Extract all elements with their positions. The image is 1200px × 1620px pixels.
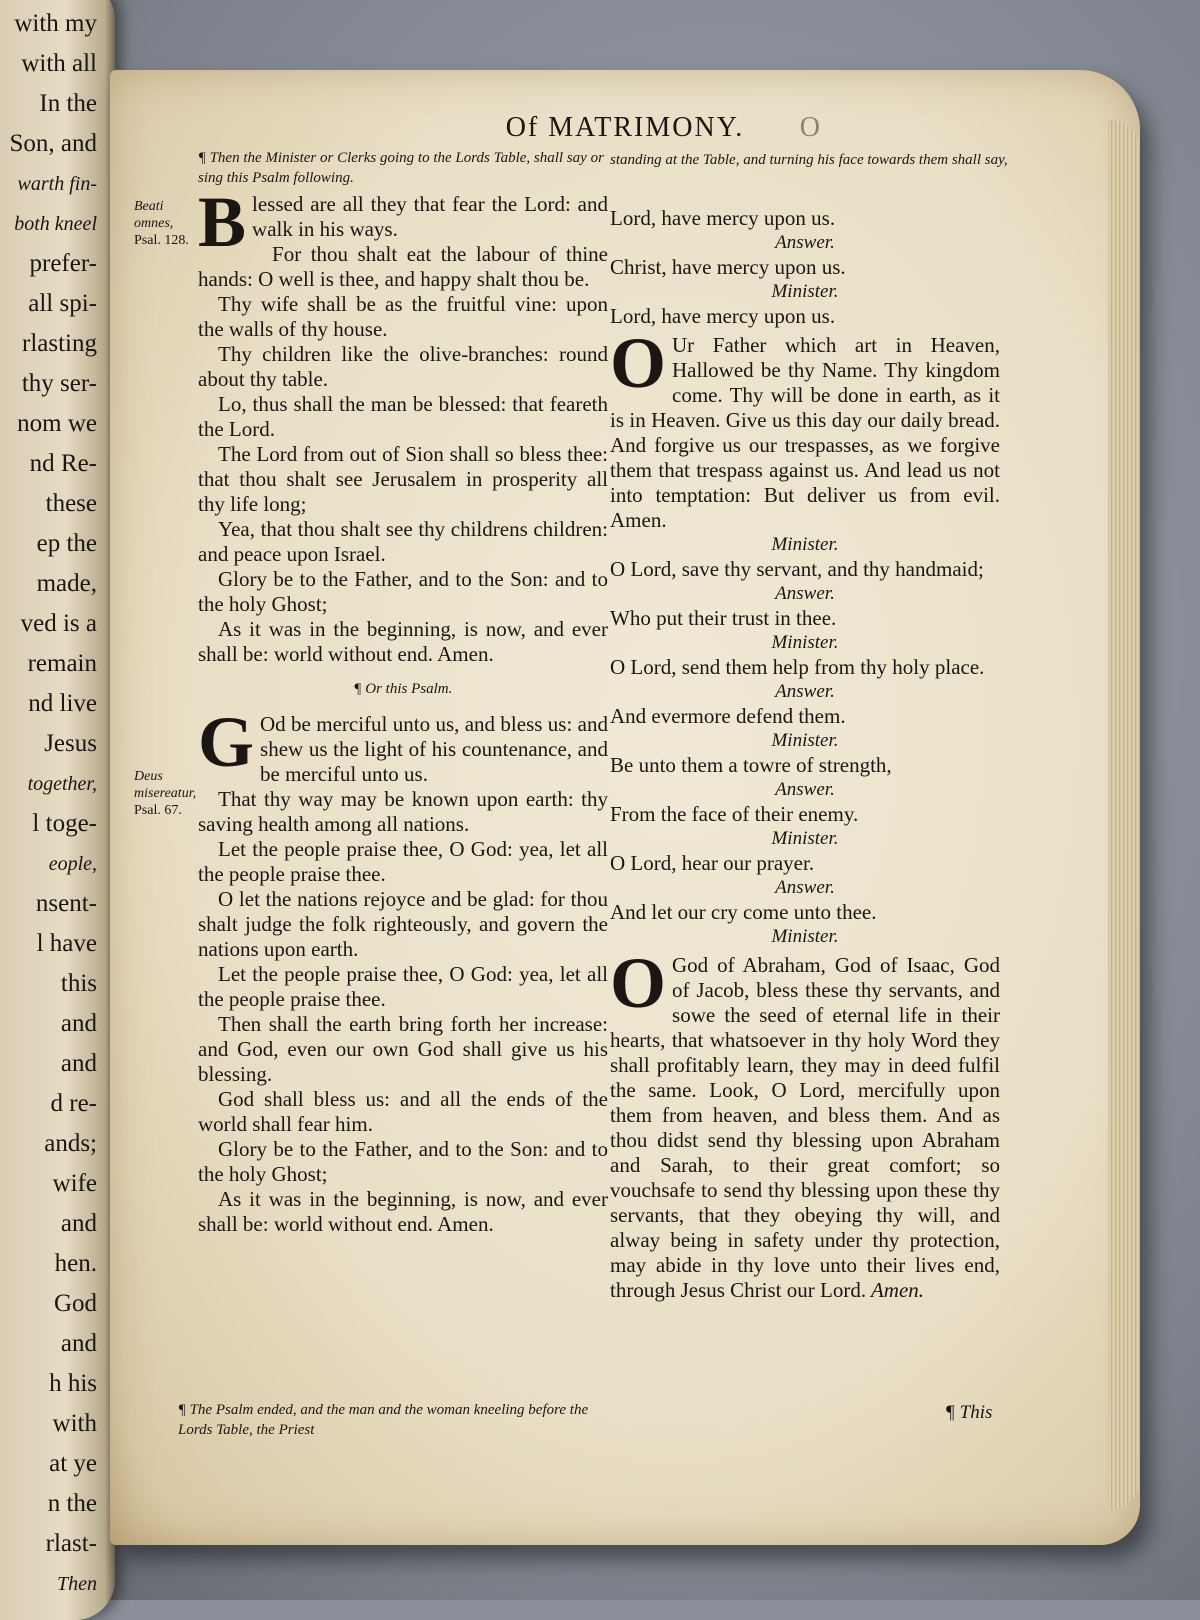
- margin-note-ref: Psal. 67.: [134, 803, 182, 818]
- psalm-verse: [198, 702, 608, 787]
- speaker-label: Minister.: [771, 281, 839, 302]
- left-page-text-fragment: and: [60, 1210, 97, 1237]
- verse-text: Thy wife shall be as the fruitful vine: upon the walls of thy house.: [198, 292, 608, 341]
- psalm-verse: [198, 292, 608, 342]
- versicle-line: O Lord, send them help from thy holy place.: [610, 655, 985, 679]
- psalm-verse: [198, 342, 608, 392]
- speaker-label: Minister.: [771, 534, 839, 555]
- verse-text: Then shall the earth bring forth her increase: and God, even our own God shall give us his blessing.: [198, 1012, 608, 1086]
- left-page-text-fragment: d re-: [50, 1090, 97, 1117]
- left-page-text-fragment: ep the: [36, 530, 97, 557]
- left-page-text-fragment: prefer-: [29, 250, 97, 277]
- left-page-text-fragment: In the: [39, 90, 97, 117]
- left-page-text-fragment: all spi-: [28, 290, 97, 317]
- left-page-text-fragment: nom we: [17, 410, 97, 437]
- margin-note-title: Deus misereatur,: [134, 769, 197, 801]
- psalm-verse: [198, 837, 608, 887]
- rubric-top-left: ¶ Then the Minister or Clerks going to the Lords Table, shall say or sing this Psalm following.: [198, 150, 604, 186]
- psalm-verse: [198, 1187, 608, 1237]
- verse-text: God shall bless us: and all the ends of the world shall fear him.: [198, 1087, 608, 1136]
- left-page-text-fragment: Then: [57, 1573, 97, 1595]
- left-page-text-fragment: and: [60, 1050, 97, 1077]
- versicle-line: O Lord, save thy servant, and thy handmaid;: [610, 557, 984, 581]
- speaker-label: Answer.: [775, 232, 835, 253]
- psalm-verse: [198, 392, 608, 442]
- psalm-verse: [198, 962, 608, 1012]
- left-page-text-fragment: both kneel: [14, 213, 97, 235]
- left-page-text-fragment: hen.: [54, 1250, 97, 1277]
- psalm-verse: [198, 182, 608, 262]
- speaker-label: Minister.: [771, 828, 839, 849]
- left-page-text-fragment: nsent-: [35, 890, 97, 917]
- left-page-text-fragment: with my: [14, 10, 97, 37]
- verse-text: For thou shalt eat the labour of thine hands: O well is thee, and happy shalt thou be.: [198, 242, 608, 291]
- speaker-label: Answer.: [775, 681, 835, 702]
- drop-cap: B: [198, 182, 247, 262]
- speaker-label: Answer.: [775, 877, 835, 898]
- verse-text: Let the people praise thee, O God: yea, let all the people praise thee.: [198, 837, 608, 886]
- verse-text: As it was in the beginning, is now, and ever shall be: world without end. Amen.: [198, 1187, 608, 1236]
- left-page-text-fragment: n the: [47, 1490, 97, 1517]
- psalm-67: [198, 702, 608, 1237]
- verse-text: Let the people praise thee, O God: yea, let all the people praise thee.: [198, 962, 608, 1011]
- versicle-line: O Lord, hear our prayer.: [610, 851, 815, 875]
- left-page-fragment: [0, 0, 115, 1620]
- margin-note-psalm67: [134, 768, 197, 819]
- left-page-text-fragment: these: [45, 490, 97, 517]
- margin-note-title: Beati omnes,: [134, 199, 174, 231]
- left-page-text-fragment: l have: [36, 930, 97, 957]
- psalm-verse: [198, 442, 608, 517]
- rubric-bottom-left: ¶ The Psalm ended, and the man and the woman kneeling before the Lords Table, the Priest: [178, 1402, 589, 1438]
- versicle-line: Christ, have mercy upon us.: [610, 255, 846, 279]
- drop-cap: O: [610, 323, 667, 403]
- left-page-text-fragment: eople,: [48, 853, 97, 875]
- psalm-verse: [198, 517, 608, 567]
- left-page-text-fragment: with: [52, 1410, 97, 1437]
- prayer-text: Ur Father which art in Heaven, Hallowed be thy Name. Thy kingdom come. Thy will be done in earth, as it is in Heaven. Give us this day our daily bread. And forgive us our trespasses, as we forgive them that trespass against us. And lead us not into temptation: But deliver us from evil. Amen.: [610, 333, 1000, 532]
- left-page-text-fragment: God: [53, 1290, 97, 1317]
- psalm-verse: [198, 787, 608, 837]
- or-this-psalm: ¶ Or this Psalm.: [353, 681, 453, 697]
- psalm-verse: [198, 567, 608, 617]
- left-page-text-fragment: and: [60, 1330, 97, 1357]
- right-column: [610, 206, 1000, 1303]
- left-page-text-fragment: this: [60, 970, 97, 997]
- book-page: [110, 70, 1140, 1545]
- speaker-label: Answer.: [775, 779, 835, 800]
- left-page-text-fragment: rlasting: [22, 330, 97, 357]
- versicle-line: Who put their trust in thee.: [610, 606, 837, 630]
- verse-text: As it was in the beginning, is now, and ever shall be: world without end. Amen.: [198, 617, 608, 666]
- verse-text: Od be merciful unto us, and bless us: and shew us the light of his countenance, and be merciful unto us.: [260, 712, 608, 786]
- amen: Amen.: [866, 1278, 925, 1302]
- verse-text: Glory be to the Father, and to the Son: and to the holy Ghost;: [198, 567, 608, 616]
- left-page-text-fragment: ved is a: [20, 610, 97, 637]
- catchword: ¶ This: [945, 1402, 993, 1423]
- running-header: [110, 112, 1140, 144]
- prayer-text: God of Abraham, God of Isaac, God of Jacob, bless these thy servants, and sowe the seed of eternal life in their hearts, that whatsoever in thy holy Word they shall profitably learn, they may in deed fulfil the same. Look, O Lord, mercifully upon them from heaven, and bless them. And as thou didst send thy blessing upon Abraham and Sarah, to their great comfort; so vouchsafe to send thy blessing upon these thy servants, that they obeying thy will, and alway being in safety under thy protection, may abide in thy love unto their lives end, through Jesus Christ our Lord.: [610, 953, 1000, 1302]
- verse-text: That thy way may be known upon earth: thy saving health among all nations.: [198, 787, 608, 836]
- left-page-text-fragment: made,: [36, 570, 97, 597]
- margin-note-psalm128: [134, 198, 194, 249]
- final-prayer: [610, 943, 1000, 1303]
- left-page-text-fragment: together,: [27, 773, 97, 795]
- left-page-text-fragment: and: [60, 1010, 97, 1037]
- left-page-text-fragment: nd Re-: [29, 450, 97, 477]
- psalm-verse: [198, 1137, 608, 1187]
- versicle-line: Lord, have mercy upon us.: [610, 304, 836, 328]
- psalm-verse: [198, 1087, 608, 1137]
- verse-text: Thy children like the olive-branches: round about thy table.: [198, 342, 608, 391]
- rubric-top-right: standing at the Table, and turning his face towards them shall say,: [610, 152, 1008, 168]
- versicle-line: From the face of their enemy.: [610, 802, 859, 826]
- verse-text: O let the nations rejoyce and be glad: for thou shalt judge the folk righteously, and govern the nations upon earth.: [198, 887, 608, 961]
- versicle-line: Be unto them a towre of strength,: [610, 753, 892, 777]
- drop-cap: O: [610, 943, 667, 1023]
- left-column: [198, 182, 608, 1237]
- speaker-label: Minister.: [771, 926, 839, 947]
- psalm-128: [198, 182, 608, 667]
- left-page-text-fragment: nd live: [28, 690, 97, 717]
- verse-text: lessed are all they that fear the Lord: and walk in his ways.: [252, 192, 608, 241]
- speaker-label: Answer.: [775, 583, 835, 604]
- left-page-text-fragment: ands;: [44, 1130, 97, 1157]
- margin-note-ref: Psal. 128.: [134, 233, 189, 248]
- left-page-text-fragment: remain: [27, 650, 97, 677]
- left-page-text-fragment: Jesus: [44, 730, 97, 757]
- left-page-text-fragment: at ye: [49, 1450, 97, 1477]
- left-page-text-fragment: l toge-: [32, 810, 97, 837]
- versicle-line: Lord, have mercy upon us.: [610, 206, 836, 230]
- left-page-text-fragment: Son, and: [9, 130, 97, 157]
- psalm-verse: [198, 1012, 608, 1087]
- speaker-label: Minister.: [771, 730, 839, 751]
- verse-text: The Lord from out of Sion shall so bless thee: that thou shalt see Jerusalem in prosperity all thy life long;: [198, 442, 608, 516]
- drop-cap: G: [198, 702, 255, 782]
- verse-text: Lo, thus shall the man be blessed: that feareth the Lord.: [198, 392, 608, 441]
- page-mark: O: [799, 112, 822, 143]
- left-page-text-fragment: thy ser-: [21, 370, 97, 397]
- page-edge: [1108, 120, 1140, 1510]
- psalm-verse: [198, 242, 608, 292]
- speaker-label: Minister.: [771, 632, 839, 653]
- verse-text: Glory be to the Father, and to the Son: and to the holy Ghost;: [198, 1137, 608, 1186]
- versicle-line: And let our cry come unto thee.: [610, 900, 877, 924]
- left-page-text-fragment: warth fin-: [17, 173, 97, 195]
- versicle-line: And evermore defend them.: [610, 704, 846, 728]
- left-page-text-fragment: h his: [49, 1370, 97, 1397]
- page-title: Of MATRIMONY.: [505, 112, 745, 143]
- psalm-verse: [198, 887, 608, 962]
- lords-prayer: [610, 323, 1000, 533]
- verse-text: Yea, that thou shalt see thy childrens children: and peace upon Israel.: [198, 517, 608, 566]
- left-page-text-fragment: wife: [52, 1170, 97, 1197]
- left-page-text-fragment: rlast-: [45, 1530, 97, 1557]
- psalm-verse: [198, 617, 608, 667]
- left-page-text-fragment: with all: [21, 50, 97, 77]
